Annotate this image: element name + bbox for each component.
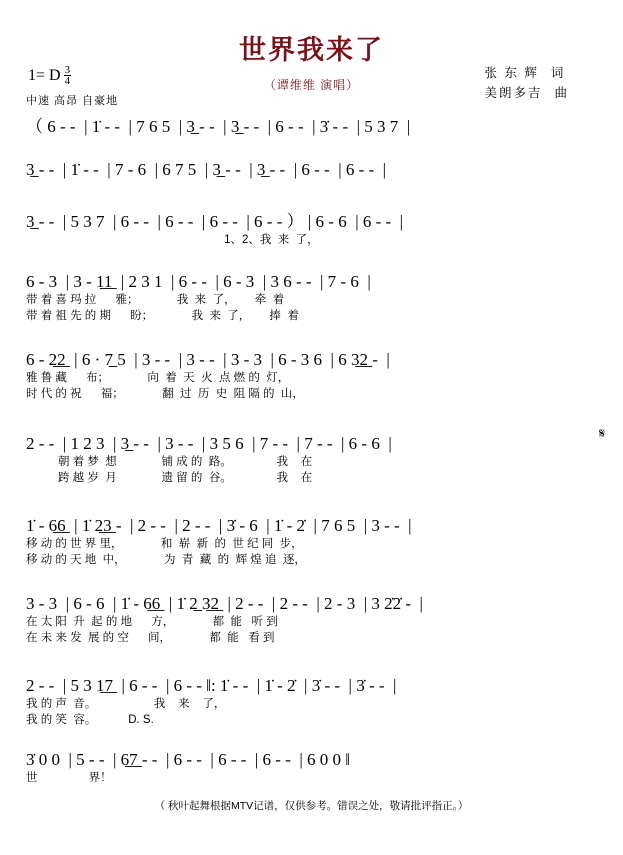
staff-line-2 [0,160,623,180]
key-label: 1= D [28,67,61,85]
staff-line-6 [0,426,623,486]
segno-icon: 𝄋 [598,426,605,442]
lyric-row-verse2: 移 动 的 天 地 中， 为 青 藏 的 辉 煌 追 逐， [26,554,306,566]
time-signature-numerator: 3 [64,64,71,76]
notation-row: 2 - - | 1 2 3 | 3̲ - - | 3 - - | 3 5 6 | 7 - - | 7 - - | 6 - 6 | [26,434,392,453]
lyricist-name: 张 东 辉 [484,66,539,80]
lyric-row-verse2: 带 着 祖 先 的 期 盼； 我 来 了， 捧 着 [26,310,299,322]
notation-row: （ 6 - - | 1̇ - - | 7 6 5 | 3̲ - - | 3̲ - - | 6 - - | 3̇ - - | 5 3 7 | [26,117,411,136]
lyric-row-verse1: 带 着 喜 玛 拉 雅； 我 来 了， 牵 着 [26,294,285,306]
composer-name: 美朗多吉 [484,86,543,100]
staff-line-10 [0,750,623,786]
lyric-row-verse1: 雅 鲁 藏 布； 向 着 天 火 点 燃 的 灯， [26,372,290,384]
credit-row-lyricist [484,63,567,83]
time-signature-denominator: 4 [64,75,71,87]
notation-row: 2 - - | 5 3 1̲7̲ | 6 - - | 6 - - ‖: 1̇ - - | 1̇ - 2̇ | 3̇ - - | 3̇ - - | [26,676,397,695]
notation-row: 3 - 3 | 6 - 6 | 1̇ - 6̲6̲ | 1̇ 2̲ 3̲2̲ | 2 - - | 2 - - | 2 - 3 | 3 2̇2̇ - | [26,594,423,613]
lyric-row-verse1: 在 太 阳 升 起 的 地 方， 都 能 听 到 [26,616,278,628]
lyric-row-verse1: 世 界！ [26,772,112,784]
lyric-row-verse2: 跨 越 岁 月 遗 留 的 谷。 我 在 [26,472,313,484]
page-title: 世界我来了 [239,35,384,65]
lyric-row: 1、2、我 来 了， [26,234,319,246]
staff-line-1 [0,112,623,137]
footer-note: （ 秋叶起舞根据MTV记谱，仅供参考。错误之处，敬请批评指正。） [154,800,469,812]
notation-row: 1̇ - 6̲6̲ | 1̇ 2̲3̲ - | 2 - - | 2 - - | 3̇ - 6 | 1̇ - 2̇ | 7 6 5 | 3 - - | [26,516,412,535]
lyric-row-verse1: 移 动 的 世 界 里， 和 崭 新 的 世 纪 同 步， [26,538,303,550]
notation-row: 3̇ 0 0 | 5 - - | 6̲7̲ - - | 6 - - | 6 - - | 6 - - | 6 0 0 ‖ [26,750,351,769]
credit-row-composer [484,83,567,103]
staff-line-3 [0,207,623,248]
lyric-row-verse2: 在 未 来 发 展 的 空 间， 都 能 看 到 [26,632,275,644]
lyric-row-verse1: 我 的 声 音。 我 来 了， [26,698,226,710]
notation-row: 3̲ - - | 5 3 7 | 6 - - | 6 - - | 6 - - | 6 - - ） | 6 - 6 | 6 - - | [26,212,404,231]
staff-line-9 [0,676,623,728]
staff-line-7 [0,516,623,568]
staff-line-4 [0,272,623,324]
key-signature [28,66,71,87]
notation-row: 6 - 3 | 3 - 1̲1̲ | 2 3 1 | 6 - - | 6 - 3 | 3 6 - - | 7 - 6 | [26,272,371,291]
notation-row: 6 - 2̲2̲ | 6 · 7̲ 5 | 3 - - | 3 - - | 3 - 3 | 6 - 3 6 | 6 3̲2̲ - | [26,350,390,369]
lyricist-role: 词 [550,66,564,80]
composer-role: 曲 [554,86,567,100]
tempo-marking: 中速 高昂 自豪地 [26,95,119,107]
performer-subtitle: （谭维维 演唱） [263,78,360,92]
time-signature [64,65,72,86]
lyric-row-verse1: 朝 着 梦 想 铺 成 的 路。 我 在 [26,456,313,468]
staff-line-5 [0,350,623,402]
credits [484,63,567,103]
lyric-row-verse2: 我 的 笑 容。 D. S. [26,714,154,726]
lyric-row-verse2: 时 代 的 祝 福； 翻 过 历 史 阻 隔 的 山， [26,388,304,400]
staff-line-8 [0,594,623,646]
notation-row: 3̲ - - | 1̇ - - | 7 - 6 | 6 7 5 | 3̲ - - | 3̲ - - | 6 - - | 6 - - | [26,160,387,179]
